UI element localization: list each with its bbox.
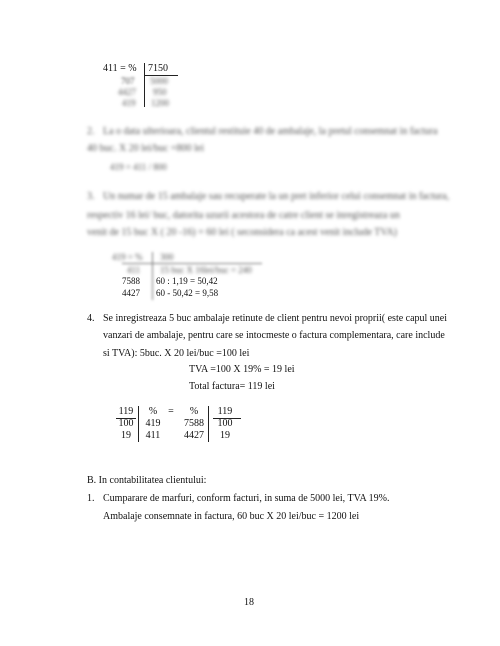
taccount-row3-left: 419: [122, 98, 136, 108]
grid-col3-header: %: [189, 406, 199, 417]
item3-journal-rule: [122, 263, 262, 264]
grid-col4-header: 119: [217, 406, 233, 417]
taccount-right-header: 7150: [148, 63, 168, 74]
item4-total-line: Total factura= 119 lei: [189, 381, 275, 392]
grid-col1-row2: 19: [121, 430, 131, 441]
taccount-row2-left: 4427: [118, 87, 136, 97]
grid-col1-header: 119: [118, 406, 134, 417]
page-number: 18: [244, 597, 254, 608]
item3-number: 3.: [87, 191, 95, 202]
taccount-vertical-line: [144, 63, 145, 107]
item3-line2: respectiv 16 lei/ buc, datorita uzurii acestora de catre client se inregistreaza un: [87, 210, 400, 221]
section-b-item1-number: 1.: [87, 493, 95, 504]
grid-equals-sign: =: [168, 406, 174, 417]
item3-journal-vertical-line: [152, 252, 153, 300]
item3-line1: Un numar de 15 ambalaje sau recuperate la un pret inferior celui consemnat in factura,: [103, 191, 450, 202]
item2-number: 2.: [87, 126, 95, 137]
item2-line1: La o data ulterioara, clientul restituie 40 de ambalaje, la pretul consemnat in factura: [103, 126, 438, 137]
item4-tva-line: TVA =100 X 19% = 19 lei: [189, 364, 295, 375]
item3-journal-row3-right: 60 - 50,42 = 9,58: [156, 288, 219, 298]
grid-col3-row2: 4427: [184, 430, 204, 441]
item3-journal-row1-left: 411: [127, 265, 141, 275]
grid-col1-vline: [138, 406, 139, 442]
item4-line3: si TVA): 5buc. X 20 lei/buc =100 lei: [103, 348, 250, 359]
item2-line2: 40 buc. X 20 lei/buc =800 lei: [87, 143, 205, 154]
grid-col2-header: %: [148, 406, 158, 417]
taccount-row1-right: 5000: [150, 76, 168, 86]
item4-line2: vanzari de ambalaje, pentru care se intocmeste o factura complementara, care include: [103, 330, 445, 341]
section-b-item1-line2: Ambalaje consemnate in factura, 60 buc X 20 lei/buc = 1200 lei: [103, 511, 360, 522]
item3-journal-row3-left: 4427: [122, 288, 140, 298]
taccount-row3-right: 1200: [151, 98, 169, 108]
grid-col1-row1: 100: [118, 418, 134, 429]
grid-col4-row1: 100: [217, 418, 233, 429]
item3-journal-right: 300: [160, 252, 174, 262]
grid-col2-row1: 419: [145, 418, 161, 429]
item3-journal-row1-right: 15 buc X 16lei/buc = 240: [160, 265, 252, 275]
item4-number: 4.: [87, 313, 95, 324]
item3-line3: venit de 15 buc X ( 20 -16) = 60 lei ( seconsidera ca acest venit include TVA): [87, 227, 397, 238]
section-b-heading: B. In contabilitatea clientului:: [87, 475, 207, 486]
item4-line1: Se inregistreaza 5 buc ambalaje retinute de client pentru nevoi proprii( este capul unei: [103, 313, 448, 324]
item3-journal-row2-left: 7588: [122, 276, 140, 286]
item2-formula: 419 = 411 / 800: [110, 162, 167, 172]
grid-col3-vline: [208, 406, 209, 442]
grid-col4-row2: 19: [220, 430, 230, 441]
taccount-left-label: 411 = %: [103, 63, 137, 74]
grid-col3-row1: 7588: [184, 418, 204, 429]
section-b-item1-line1: Cumparare de marfuri, conform facturi, in suma de 5000 lei, TVA 19%.: [103, 493, 390, 504]
item3-journal-row2-right: 60 : 1,19 = 50,42: [156, 276, 218, 286]
taccount-row1-left: 707: [121, 76, 135, 86]
taccount-row2-right: 950: [153, 87, 167, 97]
grid-col2-row2: 411: [145, 430, 161, 441]
item3-journal-left: 419 = %: [112, 252, 143, 262]
